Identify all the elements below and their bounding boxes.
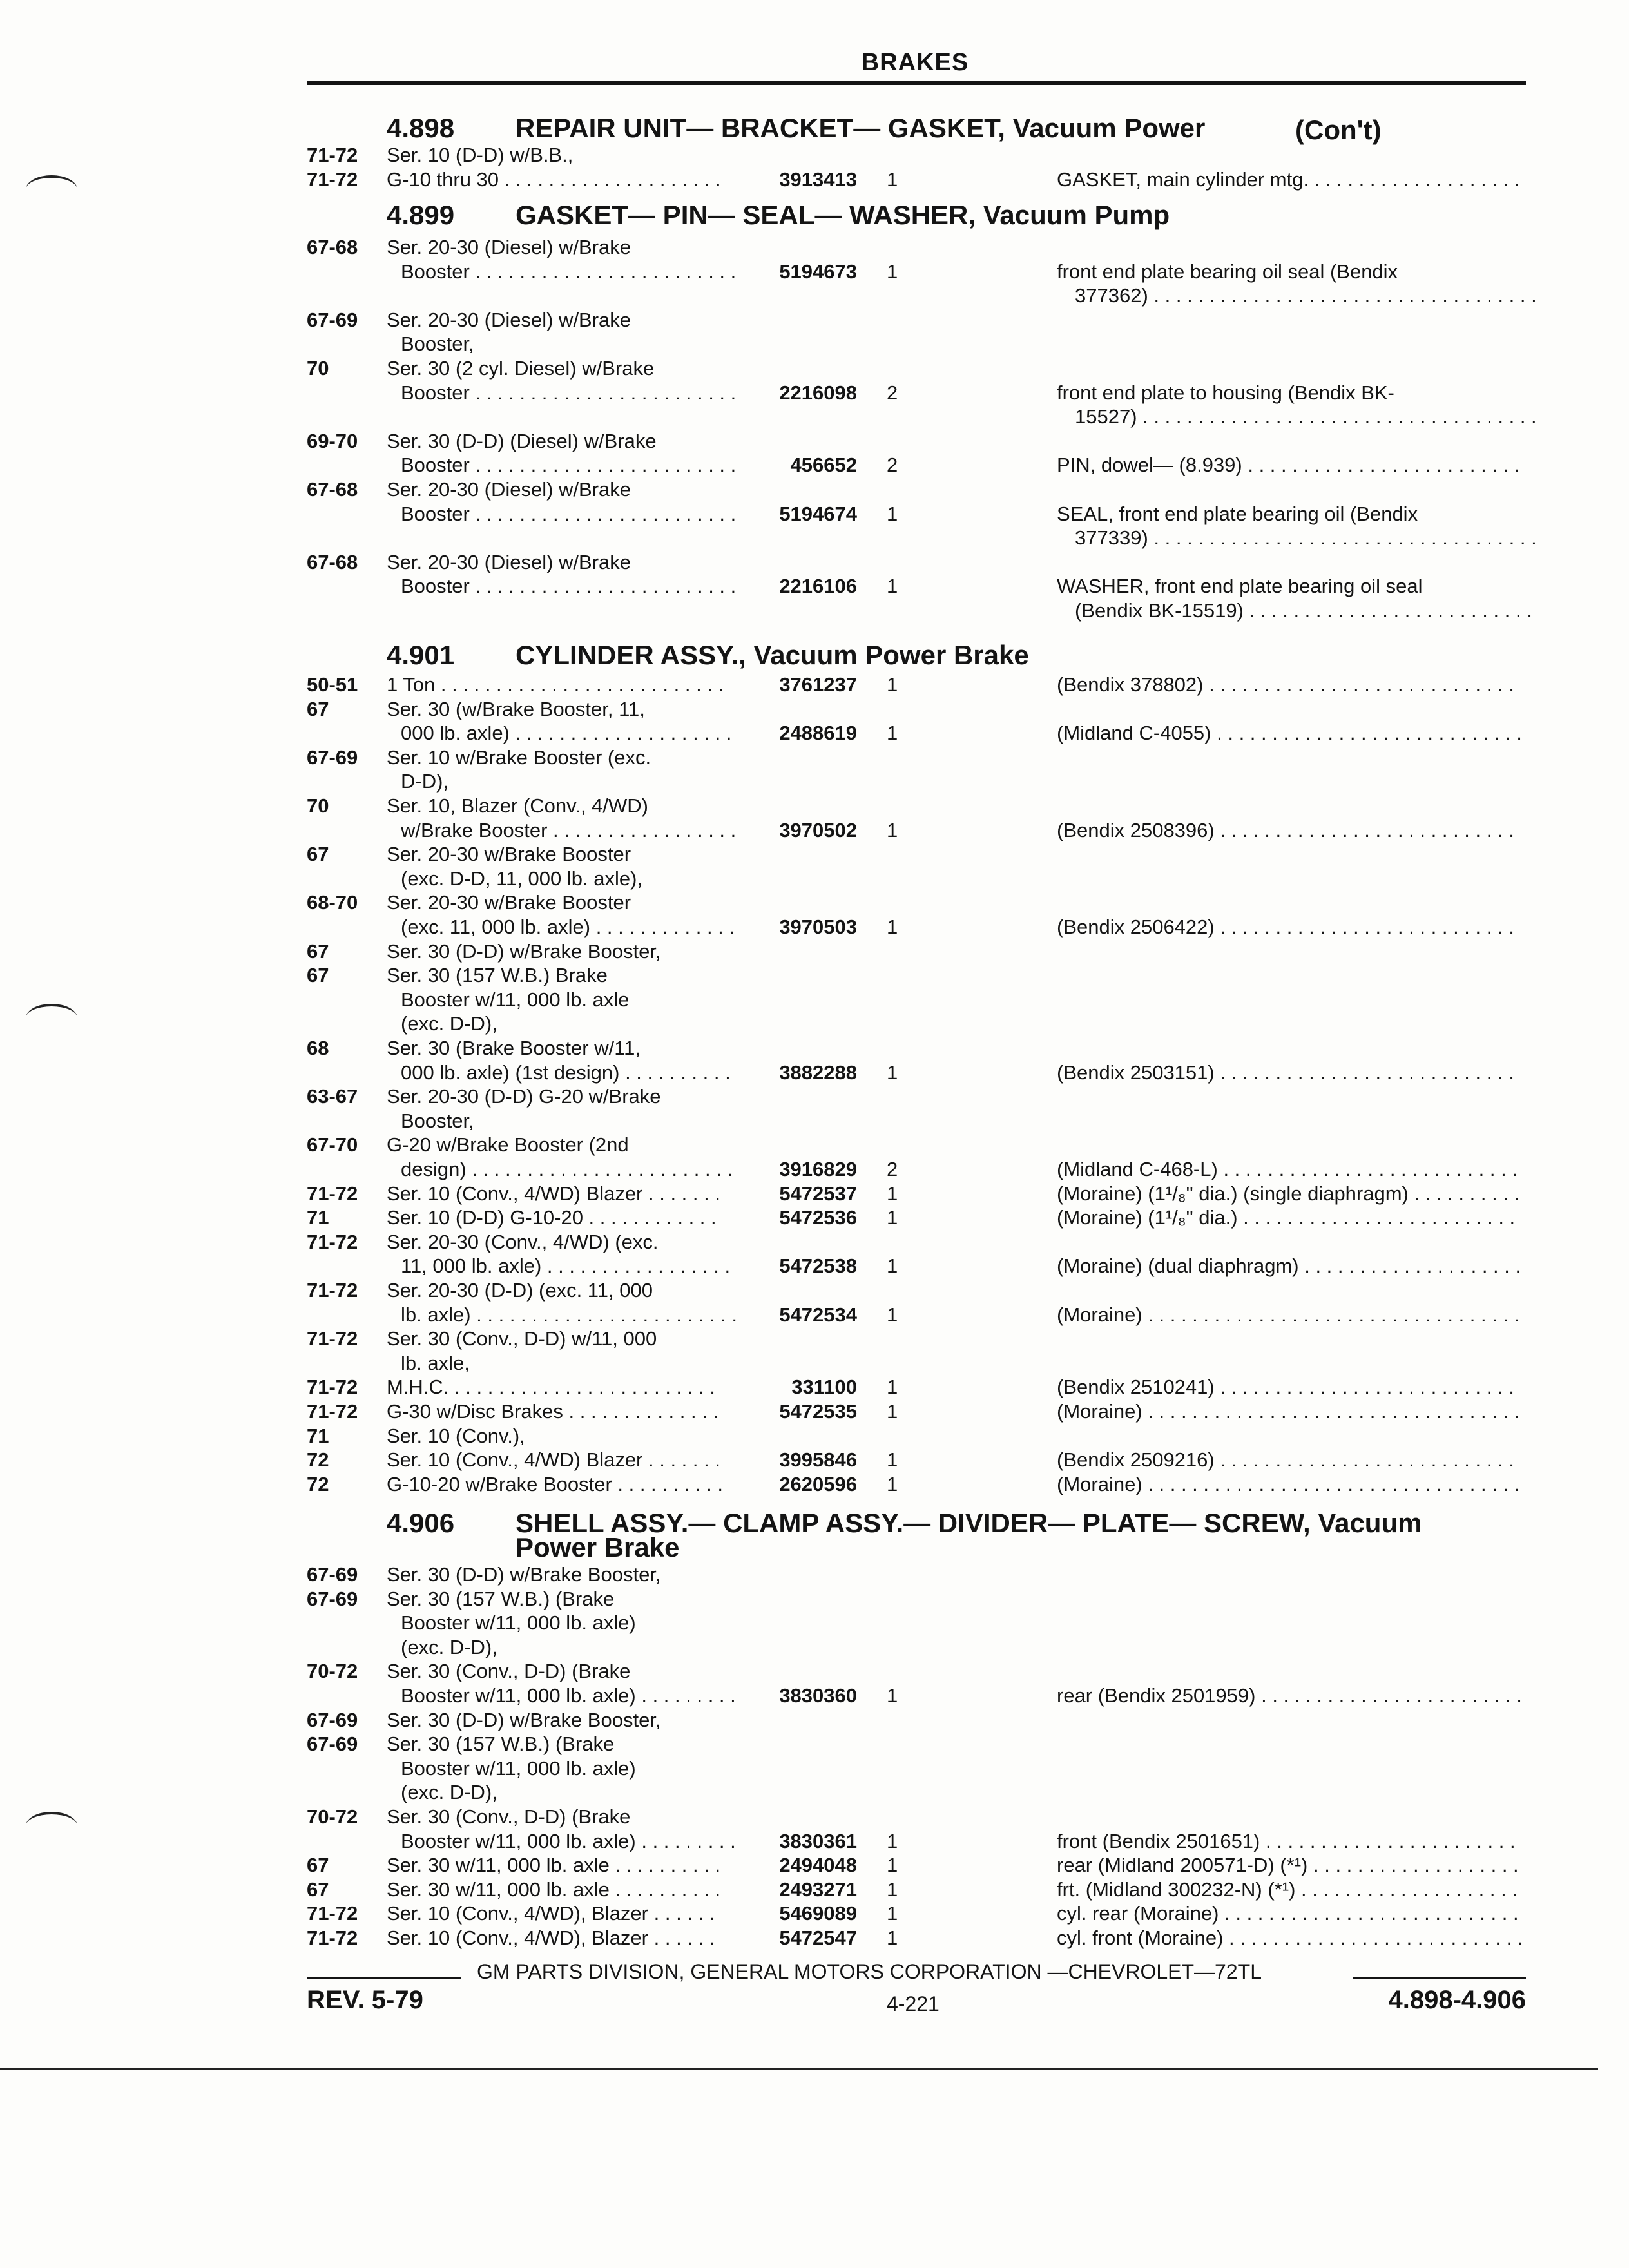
catalog-row — [0, 1562, 1629, 1586]
model-year: 71-72 — [307, 1927, 358, 1949]
part-number: 3970503 — [779, 916, 857, 938]
catalog-row — [0, 235, 1629, 259]
quantity: 1 — [887, 1303, 898, 1326]
catalog-row — [0, 284, 1629, 307]
model-year: 67-69 — [307, 1563, 358, 1586]
catalog-row — [0, 1448, 1629, 1472]
model-application: Ser. 20-30 (Diesel) w/Brake — [387, 308, 631, 331]
section-heading — [387, 642, 1029, 669]
model-application: Booster w/11, 000 lb. axle) — [401, 1756, 636, 1780]
part-description: (Moraine) (1¹/₈" dia.) . . . — [1057, 1206, 1521, 1229]
catalog-row — [0, 1012, 1629, 1035]
catalog-row — [0, 260, 1629, 284]
continued-label: (Con't) — [1295, 115, 1382, 145]
catalog-row — [0, 599, 1629, 622]
section-number: 4.899 — [387, 200, 455, 230]
model-year: 67-69 — [307, 745, 358, 769]
catalog-row — [0, 842, 1629, 866]
catalog-row — [0, 1206, 1629, 1229]
catalog-row — [0, 1133, 1629, 1157]
catalog-row — [0, 1424, 1629, 1448]
quantity: 1 — [887, 1854, 898, 1877]
model-application: D-D), — [401, 770, 449, 793]
model-application: Ser. 10 (Conv., 4/WD) Blazer . . . — [387, 1182, 722, 1206]
catalog-row — [0, 1708, 1629, 1732]
catalog-row — [0, 988, 1629, 1012]
model-application: Booster w/11, 000 lb. axle) . . . — [401, 1684, 736, 1707]
part-number: 331100 — [791, 1376, 857, 1399]
model-application: Ser. 20-30 w/Brake Booster — [387, 843, 631, 866]
part-number: 5194673 — [779, 260, 857, 283]
quantity: 1 — [887, 1878, 898, 1901]
part-description: (Moraine) . . . — [1057, 1303, 1521, 1327]
model-year: 50-51 — [307, 673, 358, 696]
model-application: Ser. 30 w/11, 000 lb. axle . . . — [387, 1853, 722, 1877]
model-application: Booster . . . — [401, 453, 736, 477]
model-application: Ser. 30 (157 W.B.) (Brake — [387, 1587, 615, 1610]
part-number: 3830361 — [779, 1829, 857, 1852]
model-year: 71-72 — [307, 1279, 358, 1302]
part-description: (Bendix 2506422) . . . — [1057, 915, 1521, 939]
model-application: Ser. 10, Blazer (Conv., 4/WD) — [387, 794, 648, 817]
catalog-row — [0, 1230, 1629, 1254]
bottom-rule — [0, 2068, 1598, 2070]
part-description: (Bendix 378802) . . . — [1057, 673, 1521, 697]
quantity: 2 — [887, 381, 898, 404]
quantity: 1 — [887, 1902, 898, 1925]
model-application: Booster w/11, 000 lb. axle) . . . — [401, 1829, 736, 1853]
catalog-row — [0, 1182, 1629, 1206]
model-application: Ser. 20-30 (D-D) G-20 w/Brake — [387, 1085, 661, 1108]
catalog-row — [0, 1635, 1629, 1659]
model-year: 67-68 — [307, 236, 358, 258]
catalog-row — [0, 1829, 1629, 1853]
part-description: front (Bendix 2501651) . . . — [1057, 1829, 1521, 1853]
catalog-row — [0, 1061, 1629, 1084]
model-application: (exc. 11, 000 lb. axle) . . . — [401, 915, 736, 939]
model-application: Booster . . . — [401, 574, 736, 598]
model-application: Ser. 30 (D-D) w/Brake Booster, — [387, 1708, 661, 1731]
catalog-row — [0, 526, 1629, 550]
quantity: 1 — [887, 1061, 898, 1084]
model-application: (exc. D-D, 11, 000 lb. axle), — [401, 867, 643, 890]
part-number: 2494048 — [779, 1854, 857, 1877]
model-application: Ser. 20-30 (D-D) (exc. 11, 000 — [387, 1279, 653, 1302]
catalog-row — [0, 745, 1629, 769]
catalog-row — [0, 1327, 1629, 1350]
quantity: 1 — [887, 1206, 898, 1229]
model-year: 71-72 — [307, 1182, 358, 1205]
page-header-title: BRAKES — [861, 49, 969, 76]
model-application: Ser. 10 (Conv., 4/WD) Blazer . . . — [387, 1448, 722, 1472]
part-description: WASHER, front end plate bearing oil seal — [1057, 575, 1423, 598]
catalog-row — [0, 405, 1629, 428]
model-year: 70 — [307, 357, 329, 380]
footer-rule-right — [1353, 1977, 1526, 1979]
section-heading — [387, 115, 1205, 142]
model-application: Ser. 30 (157 W.B.) (Brake — [387, 1733, 615, 1756]
part-number: 3830360 — [779, 1684, 857, 1707]
model-application: Ser. 30 (Conv., D-D) w/11, 000 — [387, 1327, 657, 1350]
catalog-row — [0, 1157, 1629, 1181]
part-description: (Bendix 2509216) . . . — [1057, 1448, 1521, 1472]
model-application: Booster w/11, 000 lb. axle — [401, 988, 630, 1011]
catalog-row — [0, 502, 1629, 526]
model-application: 11, 000 lb. axle) . . . — [401, 1254, 736, 1278]
catalog-row — [0, 1780, 1629, 1804]
part-number: 5472537 — [779, 1182, 857, 1205]
section-title: GASKET— PIN— SEAL— WASHER, Vacuum Pump — [516, 200, 1170, 230]
model-year: 71-72 — [307, 1902, 358, 1925]
quantity: 2 — [887, 1158, 898, 1180]
catalog-row — [0, 332, 1629, 356]
part-description: front end plate to housing (Bendix BK- — [1057, 381, 1394, 404]
model-application: G-10 thru 30 . . . — [387, 168, 722, 191]
part-number: 2488619 — [779, 722, 857, 745]
part-number: 2216106 — [779, 575, 857, 598]
part-description: (Bendix 2510241) . . . — [1057, 1375, 1521, 1399]
model-application: 000 lb. axle) . . . — [401, 721, 736, 745]
part-description: (Midland C-468-L) . . . — [1057, 1157, 1521, 1181]
model-year: 67-70 — [307, 1133, 358, 1157]
footer-publisher-line: GM PARTS DIVISION, GENERAL MOTORS CORPORATION —CHEVROLET—72TL — [477, 1960, 1262, 1983]
part-number: 5472536 — [779, 1206, 857, 1229]
quantity: 2 — [887, 454, 898, 477]
model-year: 71-72 — [307, 144, 358, 166]
section-number: 4.901 — [387, 640, 455, 670]
section-title: SHELL ASSY.— CLAMP ASSY.— DIVIDER— PLATE— SCREW, Vacuum — [516, 1508, 1422, 1538]
part-number: 2620596 — [779, 1472, 857, 1495]
model-application: Ser. 10 (Conv., 4/WD), Blazer . . . — [387, 1901, 722, 1925]
model-year: 71-72 — [307, 1327, 358, 1350]
catalog-row — [0, 1399, 1629, 1423]
part-description: (Moraine) . . . — [1057, 1399, 1521, 1423]
part-number: 3916829 — [779, 1158, 857, 1180]
part-number: 3882288 — [779, 1061, 857, 1084]
model-year: 69-70 — [307, 429, 358, 452]
model-year: 70-72 — [307, 1660, 358, 1683]
catalog-row — [0, 1926, 1629, 1950]
model-application: G-20 w/Brake Booster (2nd — [387, 1133, 629, 1157]
part-number: 3995846 — [779, 1448, 857, 1472]
page-number: 4-221 — [887, 1992, 940, 2015]
footer-rule-left — [307, 1977, 461, 1979]
model-application: Ser. 30 (157 W.B.) Brake — [387, 964, 608, 987]
model-application: Ser. 20-30 (Diesel) w/Brake — [387, 550, 631, 573]
model-year: 70 — [307, 794, 329, 817]
model-application: Booster w/11, 000 lb. axle) — [401, 1611, 636, 1635]
model-year: 68 — [307, 1037, 329, 1059]
quantity: 1 — [887, 1448, 898, 1472]
model-application: w/Brake Booster . . . — [401, 818, 736, 842]
model-application: G-30 w/Disc Brakes . . . — [387, 1399, 722, 1423]
section-title-continued: Power Brake — [516, 1532, 680, 1562]
catalog-row — [0, 143, 1629, 167]
model-application: Ser. 30 (D-D) w/Brake Booster, — [387, 1563, 661, 1586]
model-application: Ser. 30 (D-D) (Diesel) w/Brake — [387, 429, 657, 452]
quantity: 1 — [887, 1927, 898, 1949]
model-application: 1 Ton . . . — [387, 673, 722, 697]
quantity: 1 — [887, 818, 898, 841]
part-description: rear (Bendix 2501959) . . . — [1057, 1684, 1521, 1707]
quantity: 1 — [887, 1400, 898, 1423]
model-application: G-10-20 w/Brake Booster . . . — [387, 1472, 722, 1496]
catalog-row — [0, 697, 1629, 721]
section-heading — [387, 202, 1170, 229]
catalog-row — [0, 1036, 1629, 1060]
catalog-row — [0, 1611, 1629, 1635]
revision-label: REV. 5-79 — [307, 1986, 423, 2014]
part-description: front end plate bearing oil seal (Bendix — [1057, 260, 1398, 283]
model-year: 71 — [307, 1424, 329, 1447]
model-application: Ser. 10 (D-D) w/B.B., — [387, 144, 574, 166]
quantity: 1 — [887, 502, 898, 525]
quantity: 1 — [887, 916, 898, 938]
catalog-row — [0, 963, 1629, 987]
model-application: (exc. D-D), — [401, 1012, 497, 1035]
catalog-row — [0, 769, 1629, 793]
model-application: design) . . . — [401, 1157, 736, 1181]
model-application: Ser. 30 (w/Brake Booster, 11, — [387, 697, 645, 720]
part-description: (Bendix 2508396) . . . — [1057, 818, 1521, 842]
model-application: (exc. D-D), — [401, 1781, 497, 1804]
quantity: 1 — [887, 1472, 898, 1495]
model-application: Booster, — [401, 332, 474, 356]
catalog-row — [0, 1351, 1629, 1375]
model-application: Ser. 30 (2 cyl. Diesel) w/Brake — [387, 357, 655, 380]
catalog-row — [0, 477, 1629, 501]
model-application: lb. axle, — [401, 1351, 470, 1374]
catalog-row — [0, 818, 1629, 842]
catalog-row — [0, 381, 1629, 405]
model-year: 71 — [307, 1206, 329, 1229]
part-description: (Bendix 2503151) . . . — [1057, 1061, 1521, 1084]
model-year: 72 — [307, 1472, 329, 1495]
catalog-row — [0, 939, 1629, 963]
catalog-row — [0, 1375, 1629, 1399]
part-number: 3913413 — [779, 168, 857, 191]
catalog-row — [0, 915, 1629, 939]
catalog-row — [0, 1901, 1629, 1925]
model-year: 67-69 — [307, 1587, 358, 1610]
model-year: 71-72 — [307, 1376, 358, 1399]
model-application: Ser. 10 w/Brake Booster (exc. — [387, 745, 651, 769]
part-description: SEAL, front end plate bearing oil (Bendix — [1057, 502, 1418, 525]
catalog-row — [0, 1732, 1629, 1756]
model-application: Ser. 30 w/11, 000 lb. axle . . . — [387, 1878, 722, 1901]
model-application: Booster, — [401, 1109, 474, 1132]
model-year: 67 — [307, 843, 329, 866]
model-year: 71-72 — [307, 1400, 358, 1423]
section-number: 4.898 — [387, 113, 455, 143]
model-year: 67-69 — [307, 308, 358, 331]
catalog-row — [0, 1278, 1629, 1302]
model-year: 70-72 — [307, 1805, 358, 1828]
part-number: 5472538 — [779, 1254, 857, 1278]
model-application: Booster . . . — [401, 502, 736, 526]
quantity: 1 — [887, 575, 898, 598]
section-number: 4.906 — [387, 1508, 455, 1538]
model-application: Ser. 10 (Conv., 4/WD), Blazer . . . — [387, 1926, 722, 1950]
model-application: M.H.C. . . . — [387, 1375, 722, 1399]
part-description: 15527) . . . — [1075, 405, 1539, 428]
part-number: 3761237 — [779, 673, 857, 696]
model-application: Ser. 20-30 w/Brake Booster — [387, 891, 631, 914]
quantity: 1 — [887, 722, 898, 745]
catalog-row — [0, 1684, 1629, 1707]
part-number: 5469089 — [779, 1902, 857, 1925]
part-description: cyl. front (Moraine) . . . — [1057, 1926, 1521, 1950]
quantity: 1 — [887, 1254, 898, 1278]
model-application: Ser. 30 (Conv., D-D) (Brake — [387, 1660, 631, 1683]
catalog-row — [0, 453, 1629, 477]
quantity: 1 — [887, 1376, 898, 1399]
quantity: 1 — [887, 1182, 898, 1205]
catalog-row — [0, 1805, 1629, 1829]
model-year: 63-67 — [307, 1085, 358, 1108]
model-year: 67 — [307, 964, 329, 987]
catalog-row — [0, 429, 1629, 453]
quantity: 1 — [887, 1829, 898, 1852]
model-year: 68-70 — [307, 891, 358, 914]
part-description: 377362) . . . — [1075, 284, 1539, 307]
header-rule — [307, 81, 1526, 85]
catalog-row — [0, 550, 1629, 574]
model-year: 67-68 — [307, 478, 358, 501]
part-description: 377339) . . . — [1075, 526, 1539, 550]
model-year: 67 — [307, 1878, 329, 1901]
part-description: (Moraine) (1¹/₈" dia.) (single diaphragm) . . . — [1057, 1182, 1521, 1206]
catalog-row — [0, 1109, 1629, 1133]
model-application: Ser. 10 (D-D) G-10-20 . . . — [387, 1206, 722, 1229]
part-description: GASKET, main cylinder mtg. . . . — [1057, 168, 1521, 191]
part-description: (Moraine) . . . — [1057, 1472, 1521, 1496]
quantity: 1 — [887, 260, 898, 283]
model-application: lb. axle) . . . — [401, 1303, 736, 1327]
model-year: 67-69 — [307, 1708, 358, 1731]
catalog-row — [0, 574, 1629, 598]
catalog-row — [0, 356, 1629, 380]
part-number: 5194674 — [779, 502, 857, 525]
catalog-row — [0, 673, 1629, 697]
catalog-row — [0, 1254, 1629, 1278]
model-year: 67 — [307, 697, 329, 720]
part-number: 2493271 — [779, 1878, 857, 1901]
catalog-row — [0, 721, 1629, 745]
catalog-row — [0, 1853, 1629, 1877]
catalog-row — [0, 308, 1629, 332]
catalog-row — [0, 794, 1629, 818]
part-description: (Moraine) (dual diaphragm) . . . — [1057, 1254, 1521, 1278]
catalog-row — [0, 1659, 1629, 1683]
section-range: 4.898-4.906 — [1388, 1986, 1526, 2014]
model-application: Ser. 30 (Conv., D-D) (Brake — [387, 1805, 631, 1828]
part-number: 2216098 — [779, 381, 857, 404]
quantity: 1 — [887, 673, 898, 696]
quantity: 1 — [887, 168, 898, 191]
part-number: 3970502 — [779, 818, 857, 841]
model-application: Ser. 30 (D-D) w/Brake Booster, — [387, 939, 661, 963]
catalog-row — [0, 1084, 1629, 1108]
model-year: 72 — [307, 1448, 329, 1472]
model-application: Ser. 20-30 (Diesel) w/Brake — [387, 478, 631, 501]
model-year: 67-68 — [307, 550, 358, 573]
part-number: 5472547 — [779, 1927, 857, 1949]
model-year: 67 — [307, 939, 329, 963]
part-number: 456652 — [790, 454, 857, 477]
part-description: (Midland C-4055) . . . — [1057, 721, 1521, 745]
model-application: Booster . . . — [401, 260, 736, 284]
catalog-row — [0, 1587, 1629, 1611]
catalog-row — [0, 1472, 1629, 1496]
catalog-row — [0, 168, 1629, 191]
model-application: (exc. D-D), — [401, 1635, 497, 1658]
catalog-row — [0, 890, 1629, 914]
part-description: frt. (Midland 300232-N) (*¹) . . . — [1057, 1878, 1521, 1901]
part-number: 5472534 — [779, 1303, 857, 1326]
model-year: 71-72 — [307, 168, 358, 191]
part-description: PIN, dowel— (8.939) . . . — [1057, 453, 1521, 477]
catalog-row — [0, 1756, 1629, 1780]
catalog-row — [0, 867, 1629, 890]
model-year: 67 — [307, 1854, 329, 1877]
quantity: 1 — [887, 1684, 898, 1707]
catalog-row — [0, 1878, 1629, 1901]
model-application: Ser. 20-30 (Conv., 4/WD) (exc. — [387, 1230, 659, 1253]
part-description: cyl. rear (Moraine) . . . — [1057, 1901, 1521, 1925]
model-year: 67-69 — [307, 1733, 358, 1756]
part-number: 5472535 — [779, 1400, 857, 1423]
section-title: CYLINDER ASSY., Vacuum Power Brake — [516, 640, 1029, 670]
model-application: Ser. 20-30 (Diesel) w/Brake — [387, 236, 631, 258]
model-year: 71-72 — [307, 1230, 358, 1253]
model-application: Booster . . . — [401, 381, 736, 405]
section-title: REPAIR UNIT— BRACKET— GASKET, Vacuum Power — [516, 113, 1206, 143]
part-description: rear (Midland 200571-D) (*¹) . . . — [1057, 1853, 1521, 1877]
catalog-row — [0, 1303, 1629, 1327]
part-description: (Bendix BK-15519) . . . — [1075, 599, 1539, 622]
model-application: Ser. 30 (Brake Booster w/11, — [387, 1037, 641, 1059]
model-application: Ser. 10 (Conv.), — [387, 1424, 525, 1447]
model-application: 000 lb. axle) (1st design) . . . — [401, 1061, 736, 1084]
